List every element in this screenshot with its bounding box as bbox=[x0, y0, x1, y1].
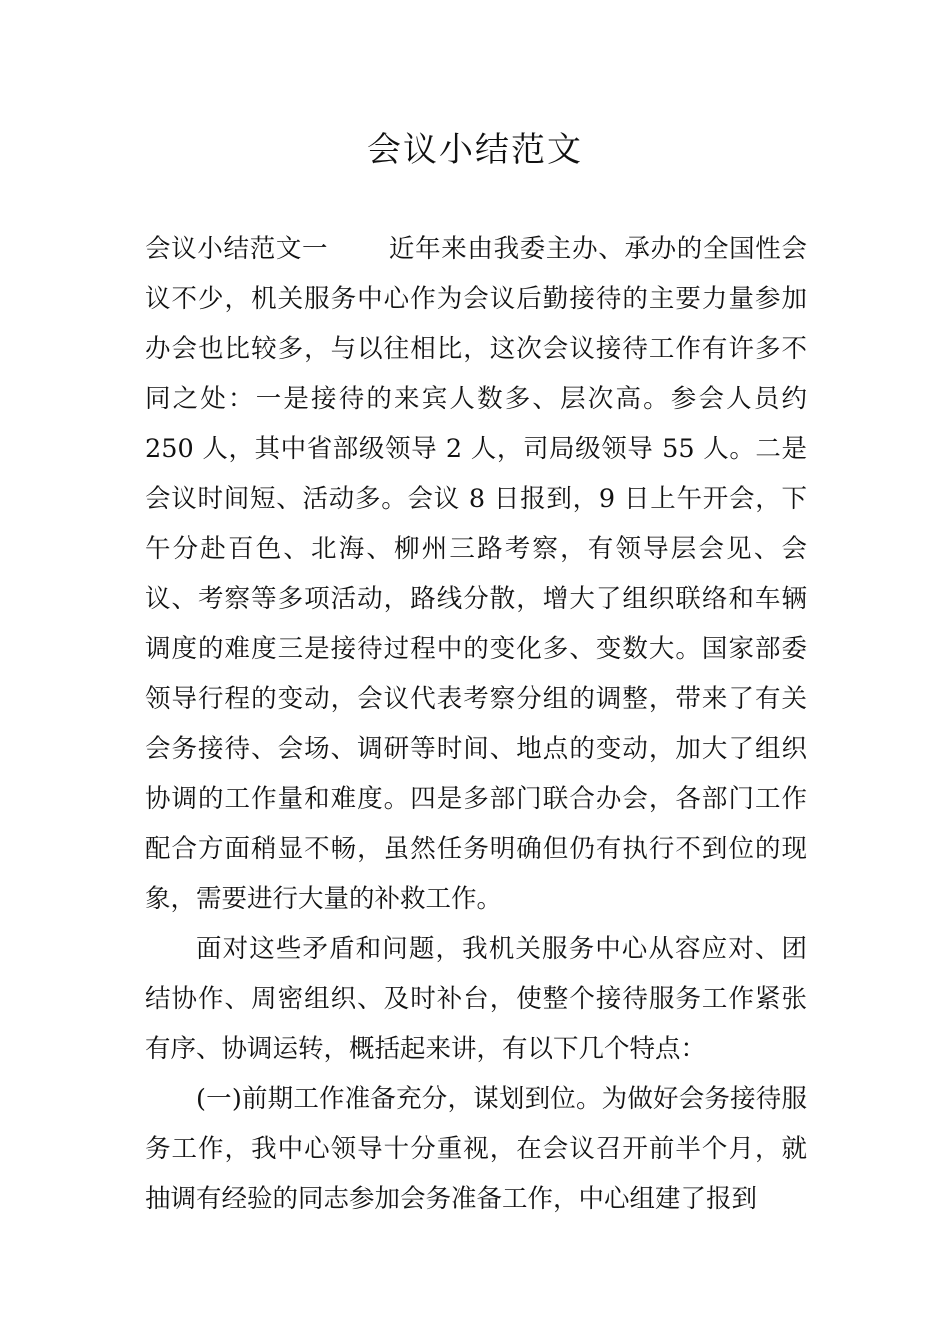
document-body bbox=[145, 224, 807, 1224]
paragraph-3: (一)前期工作准备充分，谋划到位。为做好会务接待服务工作，我中心领导十分重视，在会议召开前半个月，就抽调有经验的同志参加会务准备工作，中心组建了报到 bbox=[145, 1084, 807, 1214]
section-label: 会议小结范文一 bbox=[145, 234, 329, 264]
paragraph-1 bbox=[145, 224, 807, 924]
paragraph-2: 面对这些矛盾和问题，我机关服务中心从容应对、团结协作、周密组织、及时补台，使整个接待服务工作紧张有序、协调运转，概括起来讲，有以下几个特点： bbox=[145, 934, 807, 1064]
paragraph-1-text: 近年来由我委主办、承办的全国性会议不少，机关服务中心作为会议后勤接待的主要力量参加办会也比较多，与以往相比，这次会议接待工作有许多不同之处：一是接待的来宾人数多、层次高。参会人员约 250 人，其中省部级领导 2 人，司局级领导 55 人。二是会议时间短、活动多。会议 8 日报到，9 日上午开会，下午分赴百色、北海、柳州三路考察，有领导层会见、会议、考察等多项活动，路线分散，增大了组织联络和车辆调度的难度三是接待过程中的变化多、变数大。国家部委领导行程的变动，会议代表考察分组的调整，带来了有关会务接待、会场、调研等时间、地点的变动，加大了组织协调的工作量和难度。四是多部门联合办会，各部门工作配合方面稍显不畅，虽然任务明确但仍有执行不到位的现象，需要进行大量的补救工作。 bbox=[145, 234, 807, 914]
document-title: 会议小结范文 bbox=[367, 130, 583, 170]
